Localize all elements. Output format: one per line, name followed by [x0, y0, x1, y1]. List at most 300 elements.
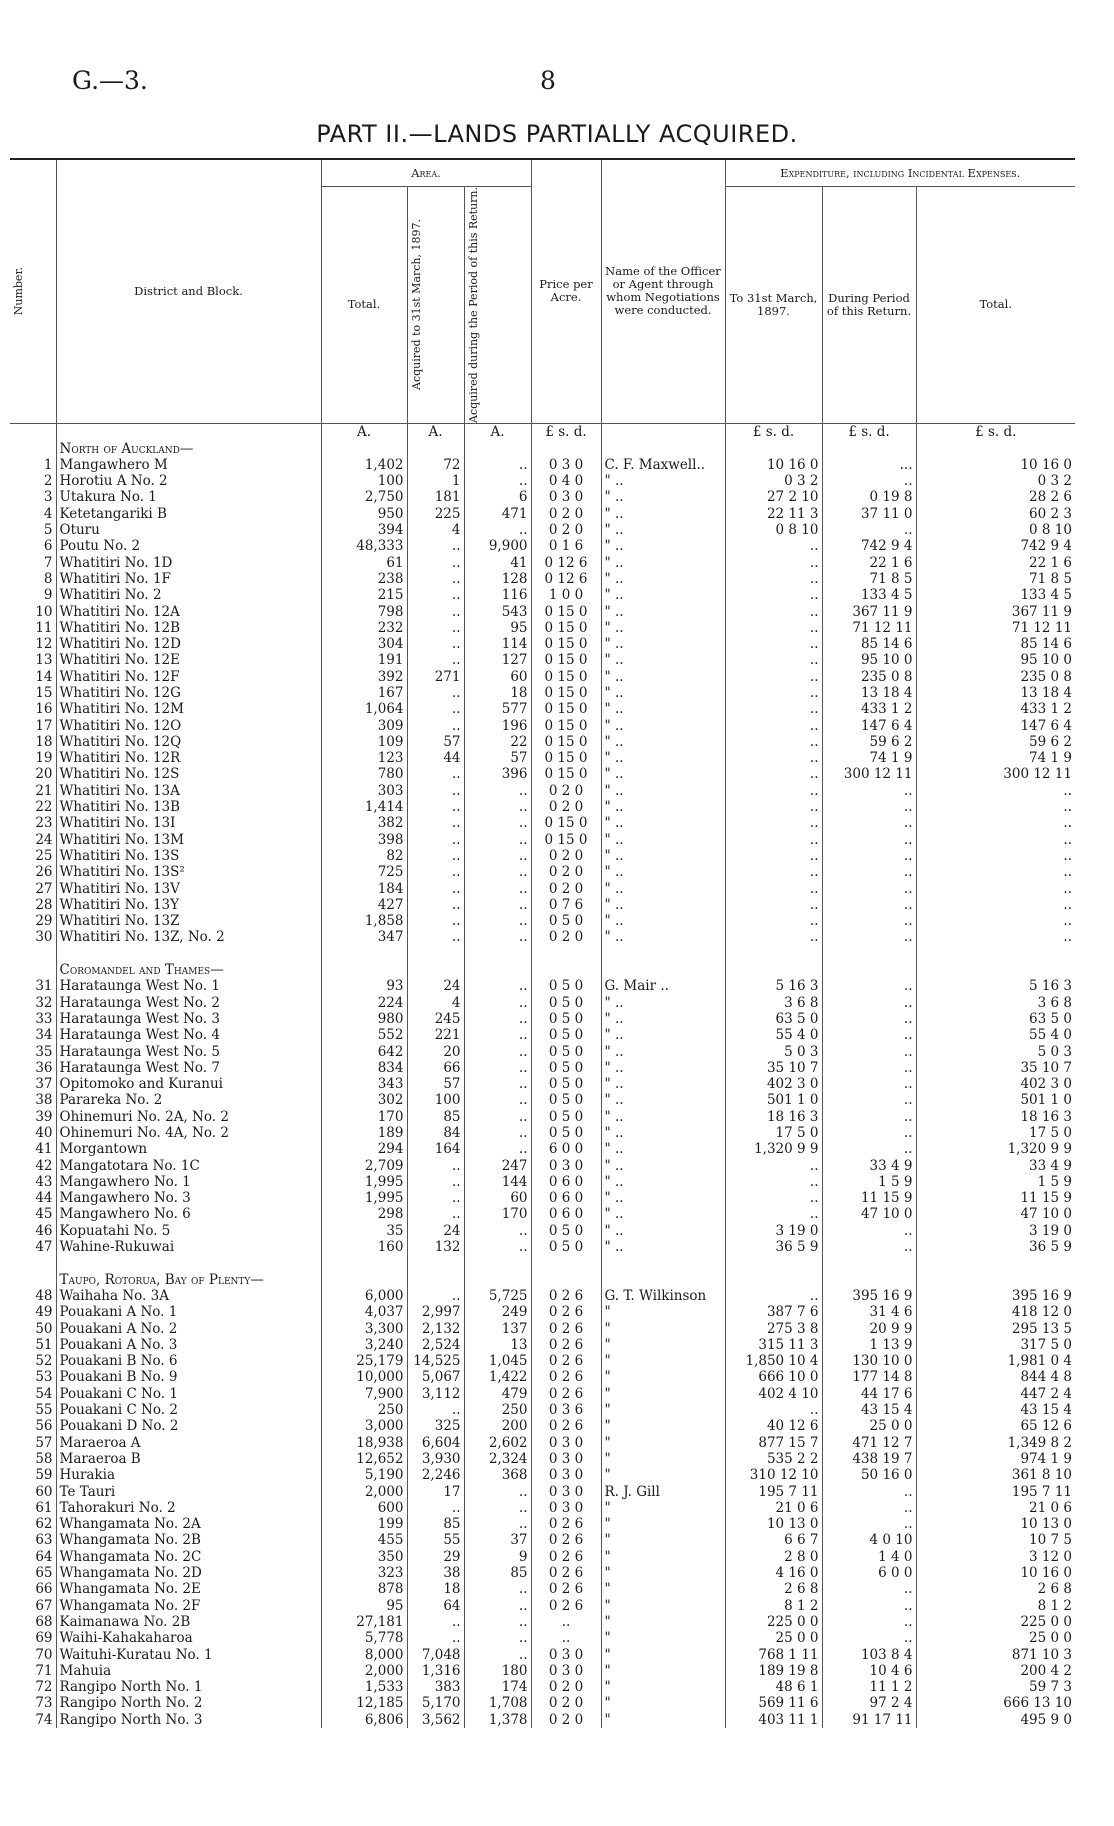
price-per-acre: 0 15 0	[531, 717, 601, 733]
block-name: Whatitiri No. 13Z	[56, 913, 321, 929]
area-total: 191	[321, 652, 407, 668]
officer-name: " ..	[601, 1027, 725, 1043]
expenditure-total: 71 8 5	[916, 571, 1075, 587]
table-row	[10, 1141, 1075, 1157]
area-acquired-1897: 245	[407, 1011, 464, 1027]
area-total: 82	[321, 848, 407, 864]
price-per-acre: 0 1 6	[531, 538, 601, 554]
row-number: 40	[35, 1125, 53, 1141]
price-per-acre: 0 2 6	[531, 1353, 601, 1369]
area-acquired-period: 6	[464, 489, 531, 505]
expenditure-1897: 2 6 8	[725, 1581, 822, 1597]
area-acquired-period: 180	[464, 1663, 531, 1679]
area-acquired-period: 22	[464, 734, 531, 750]
block-name: Harataunga West No. 7	[56, 1060, 321, 1076]
expenditure-1897: 195 7 11	[725, 1483, 822, 1499]
officer-name: "	[601, 1320, 725, 1336]
area-acquired-period: ..	[464, 897, 531, 913]
block-name: Harataunga West No. 4	[56, 1027, 321, 1043]
area-acquired-period: 471	[464, 505, 531, 521]
area-total: 4,037	[321, 1304, 407, 1320]
area-acquired-period: 2,602	[464, 1434, 531, 1450]
officer-name: " ..	[601, 750, 725, 766]
area-acquired-period: 127	[464, 652, 531, 668]
officer-name: " ..	[601, 1174, 725, 1190]
area-acquired-period: ..	[464, 994, 531, 1010]
area-acquired-1897: 57	[407, 1076, 464, 1092]
area-acquired-1897: 100	[407, 1092, 464, 1108]
expenditure-total: ..	[916, 848, 1075, 864]
row-number: 46	[35, 1222, 53, 1239]
expenditure-period: ..	[822, 1239, 916, 1255]
block-name: Ohinemuri No. 2A, No. 2	[56, 1108, 321, 1124]
block-name: Whatitiri No. 1D	[56, 554, 321, 570]
area-total: 5,190	[321, 1467, 407, 1483]
header-exp-period: During Period of this Return.	[822, 187, 916, 424]
block-name: Mangawhero No. 1	[56, 1174, 321, 1190]
row-number: 65	[35, 1565, 53, 1582]
block-name: Mahuia	[56, 1663, 321, 1679]
officer-name: " ..	[601, 897, 725, 913]
expenditure-total: 43 15 4	[916, 1402, 1075, 1418]
price-per-acre: 0 3 0	[531, 1434, 601, 1450]
area-total: 455	[321, 1532, 407, 1548]
area-acquired-1897: 271	[407, 668, 464, 684]
block-name: Rangipo North No. 1	[56, 1679, 321, 1695]
table-row	[10, 1548, 1075, 1564]
table-row	[10, 1630, 1075, 1646]
area-acquired-1897: ..	[407, 831, 464, 847]
expenditure-total: 28 2 6	[916, 489, 1075, 505]
row-number: 70	[35, 1646, 53, 1663]
row-number: 15	[35, 684, 53, 701]
row-number: 32	[35, 994, 53, 1011]
block-name: Whatitiri No. 12E	[56, 652, 321, 668]
price-per-acre: 0 2 6	[531, 1548, 601, 1564]
expenditure-period: ..	[822, 978, 916, 994]
block-name: Whatitiri No. 12S	[56, 766, 321, 782]
officer-name: " ..	[601, 1190, 725, 1206]
area-acquired-1897: 164	[407, 1141, 464, 1157]
officer-name: " ..	[601, 831, 725, 847]
expenditure-period: 11 15 9	[822, 1190, 916, 1206]
price-per-acre: 0 3 0	[531, 1663, 601, 1679]
row-number: 31	[35, 978, 53, 995]
area-acquired-period: 247	[464, 1157, 531, 1173]
row-number: 13	[35, 652, 53, 669]
expenditure-total: 85 14 6	[916, 636, 1075, 652]
row-number: 69	[35, 1630, 53, 1647]
table-row	[10, 1451, 1075, 1467]
table-row	[10, 750, 1075, 766]
price-per-acre: 0 5 0	[531, 1060, 601, 1076]
price-per-acre: 0 2 0	[531, 880, 601, 896]
row-number: 71	[35, 1662, 53, 1679]
block-name: Pouakani B No. 9	[56, 1369, 321, 1385]
row-number: 10	[35, 603, 53, 620]
expenditure-1897: ..	[725, 620, 822, 636]
area-acquired-1897: 4	[407, 994, 464, 1010]
area-total: 2,000	[321, 1663, 407, 1679]
area-acquired-period: ..	[464, 1630, 531, 1646]
officer-name: C. F. Maxwell..	[601, 457, 725, 473]
block-name: Harataunga West No. 5	[56, 1043, 321, 1059]
header-exp-total: Total.	[916, 187, 1075, 424]
table-row	[10, 522, 1075, 538]
expenditure-total: 974 1 9	[916, 1451, 1075, 1467]
expenditure-period: 133 4 5	[822, 587, 916, 603]
block-name: Whangamata No. 2A	[56, 1516, 321, 1532]
expenditure-period: 91 17 11	[822, 1711, 916, 1727]
officer-name: "	[601, 1630, 725, 1646]
area-acquired-1897: ..	[407, 620, 464, 636]
area-acquired-period: ..	[464, 1483, 531, 1499]
officer-name: "	[601, 1646, 725, 1662]
officer-name: " ..	[601, 571, 725, 587]
area-acquired-1897: 66	[407, 1060, 464, 1076]
expenditure-1897: 3 19 0	[725, 1222, 822, 1238]
area-acquired-1897: 14,525	[407, 1353, 464, 1369]
expenditure-1897: 48 6 1	[725, 1679, 822, 1695]
row-number: 25	[35, 847, 53, 864]
expenditure-1897: ..	[725, 766, 822, 782]
officer-name: " ..	[601, 929, 725, 945]
area-acquired-1897: 225	[407, 505, 464, 521]
expenditure-total: 666 13 10	[916, 1695, 1075, 1711]
block-name: Whatitiri No. 13S	[56, 848, 321, 864]
expenditure-total: 225 0 0	[916, 1614, 1075, 1630]
expenditure-total: 47 10 0	[916, 1206, 1075, 1222]
expenditure-period: 43 15 4	[822, 1402, 916, 1418]
unit-lsd: £ s. d.	[531, 423, 601, 440]
area-total: 7,900	[321, 1385, 407, 1401]
expenditure-total: 59 6 2	[916, 734, 1075, 750]
expenditure-total: 501 1 0	[916, 1092, 1075, 1108]
block-name: Whatitiri No. 13S²	[56, 864, 321, 880]
officer-name: " ..	[601, 1043, 725, 1059]
area-acquired-1897: 383	[407, 1679, 464, 1695]
expenditure-1897: ..	[725, 782, 822, 798]
area-acquired-period: ..	[464, 473, 531, 489]
expenditure-total: 18 16 3	[916, 1108, 1075, 1124]
expenditure-1897: 36 5 9	[725, 1239, 822, 1255]
block-name: Mangatotara No. 1C	[56, 1157, 321, 1173]
expenditure-1897: ..	[725, 1288, 822, 1304]
area-acquired-period: 368	[464, 1467, 531, 1483]
area-total: 1,402	[321, 457, 407, 473]
header-price: Price per Acre.	[531, 160, 601, 423]
expenditure-total: 361 8 10	[916, 1467, 1075, 1483]
expenditure-total: 59 7 3	[916, 1679, 1075, 1695]
area-total: 160	[321, 1239, 407, 1255]
block-name: Pouakani C No. 2	[56, 1402, 321, 1418]
price-per-acre: 0 12 6	[531, 554, 601, 570]
area-acquired-1897: 4	[407, 522, 464, 538]
area-acquired-period: 577	[464, 701, 531, 717]
expenditure-1897: 310 12 10	[725, 1467, 822, 1483]
expenditure-total: 55 4 0	[916, 1027, 1075, 1043]
row-number: 47	[35, 1239, 53, 1256]
expenditure-period: 0 19 8	[822, 489, 916, 505]
area-acquired-period: 9	[464, 1548, 531, 1564]
price-per-acre: 0 3 6	[531, 1402, 601, 1418]
area-acquired-1897: 3,930	[407, 1451, 464, 1467]
expenditure-period: 130 10 0	[822, 1353, 916, 1369]
expenditure-period: 10 4 6	[822, 1663, 916, 1679]
area-total: 3,300	[321, 1320, 407, 1336]
expenditure-1897: ..	[725, 848, 822, 864]
expenditure-total: 11 15 9	[916, 1190, 1075, 1206]
officer-name: " ..	[601, 1157, 725, 1173]
area-acquired-1897: 44	[407, 750, 464, 766]
expenditure-total: 10 13 0	[916, 1516, 1075, 1532]
expenditure-1897: ..	[725, 1402, 822, 1418]
table-row	[10, 1304, 1075, 1320]
unit-lsd: £ s. d.	[725, 423, 822, 440]
row-number: 3	[43, 489, 53, 506]
area-acquired-period: 2,324	[464, 1451, 531, 1467]
area-acquired-1897: ..	[407, 864, 464, 880]
document-reference: G.—3.	[72, 66, 148, 95]
block-name: Whatitiri No. 12O	[56, 717, 321, 733]
expenditure-1897: 8 1 2	[725, 1597, 822, 1613]
expenditure-period: 22 1 6	[822, 554, 916, 570]
row-number: 39	[35, 1108, 53, 1125]
officer-name: "	[601, 1565, 725, 1581]
officer-name: " ..	[601, 880, 725, 896]
area-acquired-1897: 7,048	[407, 1646, 464, 1662]
block-name: Maraeroa B	[56, 1451, 321, 1467]
price-per-acre: 0 2 6	[531, 1516, 601, 1532]
expenditure-1897: 4 16 0	[725, 1565, 822, 1581]
area-total: 109	[321, 734, 407, 750]
area-total: 12,652	[321, 1451, 407, 1467]
officer-name: "	[601, 1695, 725, 1711]
area-acquired-1897: 29	[407, 1548, 464, 1564]
area-acquired-1897: 6,604	[407, 1434, 464, 1450]
table-row	[10, 1011, 1075, 1027]
expenditure-1897: 1,320 9 9	[725, 1141, 822, 1157]
expenditure-period: 300 12 11	[822, 766, 916, 782]
table-row	[10, 603, 1075, 619]
area-acquired-period: 196	[464, 717, 531, 733]
expenditure-period: 71 8 5	[822, 571, 916, 587]
area-acquired-period: ..	[464, 913, 531, 929]
area-acquired-period: 57	[464, 750, 531, 766]
expenditure-period: 25 0 0	[822, 1418, 916, 1434]
expenditure-period: 97 2 4	[822, 1695, 916, 1711]
table-row	[10, 636, 1075, 652]
block-name: Mangawhero No. 6	[56, 1206, 321, 1222]
area-acquired-1897: 85	[407, 1516, 464, 1532]
expenditure-period: 433 1 2	[822, 701, 916, 717]
area-total: 170	[321, 1108, 407, 1124]
block-name: Whatitiri No. 12B	[56, 620, 321, 636]
area-total: 199	[321, 1516, 407, 1532]
table-row	[10, 1125, 1075, 1141]
area-total: 302	[321, 1092, 407, 1108]
expenditure-total: 33 4 9	[916, 1157, 1075, 1173]
area-total: 184	[321, 880, 407, 896]
officer-name: " ..	[601, 913, 725, 929]
row-number: 24	[35, 831, 53, 848]
expenditure-period: ..	[822, 1011, 916, 1027]
area-acquired-1897: ..	[407, 1174, 464, 1190]
price-per-acre: 0 3 0	[531, 1467, 601, 1483]
officer-name: "	[601, 1614, 725, 1630]
expenditure-total: ..	[916, 782, 1075, 798]
block-name: Pouakani A No. 3	[56, 1337, 321, 1353]
expenditure-period: 742 9 4	[822, 538, 916, 554]
expenditure-1897: 5 0 3	[725, 1043, 822, 1059]
unit-acres: A.	[407, 423, 464, 440]
block-name: Whatitiri No. 12M	[56, 701, 321, 717]
table-row	[10, 1076, 1075, 1092]
row-number: 64	[35, 1548, 53, 1565]
block-name: Morgantown	[56, 1141, 321, 1157]
expenditure-period: 438 19 7	[822, 1451, 916, 1467]
area-total: 2,709	[321, 1157, 407, 1173]
price-per-acre: 0 2 6	[531, 1385, 601, 1401]
table-row	[10, 1581, 1075, 1597]
area-acquired-period: ..	[464, 1076, 531, 1092]
area-total: 1,533	[321, 1679, 407, 1695]
area-acquired-1897: ..	[407, 766, 464, 782]
price-per-acre: 0 5 0	[531, 978, 601, 994]
area-acquired-period: ..	[464, 1597, 531, 1613]
area-total: 780	[321, 766, 407, 782]
area-acquired-1897: 38	[407, 1565, 464, 1581]
price-per-acre: 0 3 0	[531, 1500, 601, 1516]
block-name: Whatitiri No. 12Q	[56, 734, 321, 750]
block-name: Pouakani D No. 2	[56, 1418, 321, 1434]
table-row	[10, 1239, 1075, 1255]
expenditure-period: 50 16 0	[822, 1467, 916, 1483]
area-acquired-1897: 17	[407, 1483, 464, 1499]
expenditure-period: ..	[822, 815, 916, 831]
area-total: 167	[321, 685, 407, 701]
block-name: Whatitiri No. 13Z, No. 2	[56, 929, 321, 945]
officer-name: " ..	[601, 620, 725, 636]
row-number: 7	[43, 554, 53, 571]
table-row	[10, 1500, 1075, 1516]
area-total: 294	[321, 1141, 407, 1157]
area-total: 5,778	[321, 1630, 407, 1646]
area-acquired-1897: 18	[407, 1581, 464, 1597]
officer-name: " ..	[601, 815, 725, 831]
area-acquired-period: ..	[464, 848, 531, 864]
area-acquired-1897: 64	[407, 1597, 464, 1613]
block-name: Rangipo North No. 2	[56, 1695, 321, 1711]
expenditure-total: 1 5 9	[916, 1174, 1075, 1190]
area-acquired-1897: ..	[407, 897, 464, 913]
price-per-acre: 0 3 0	[531, 1483, 601, 1499]
officer-name: " ..	[601, 1108, 725, 1124]
row-number: 12	[35, 636, 53, 653]
area-acquired-period: 18	[464, 685, 531, 701]
officer-name: G. T. Wilkinson	[601, 1288, 725, 1304]
table-row	[10, 1353, 1075, 1369]
block-name: Whatitiri No. 2	[56, 587, 321, 603]
expenditure-1897: ..	[725, 750, 822, 766]
officer-name: " ..	[601, 1239, 725, 1255]
area-acquired-period: ..	[464, 1125, 531, 1141]
row-number: 66	[35, 1581, 53, 1598]
area-acquired-period: ..	[464, 831, 531, 847]
area-acquired-1897: 2,997	[407, 1304, 464, 1320]
row-number: 41	[35, 1141, 53, 1158]
area-acquired-1897: 2,524	[407, 1337, 464, 1353]
price-per-acre: 0 2 0	[531, 848, 601, 864]
officer-name: " ..	[601, 864, 725, 880]
area-acquired-period: ..	[464, 1581, 531, 1597]
expenditure-1897: 3 6 8	[725, 994, 822, 1010]
header-district: District and Block.	[56, 160, 321, 423]
price-per-acre: 0 2 0	[531, 782, 601, 798]
expenditure-total: 21 0 6	[916, 1500, 1075, 1516]
expenditure-total: 25 0 0	[916, 1630, 1075, 1646]
expenditure-1897: 387 7 6	[725, 1304, 822, 1320]
header-expenditure: Expenditure, including Incidental Expenses.	[725, 160, 1075, 187]
area-total: 18,938	[321, 1434, 407, 1450]
area-total: 215	[321, 587, 407, 603]
row-number: 50	[35, 1320, 53, 1337]
table-row	[10, 1402, 1075, 1418]
expenditure-1897: ..	[725, 554, 822, 570]
block-name: Oturu	[56, 522, 321, 538]
expenditure-total: ..	[916, 913, 1075, 929]
table-row	[10, 831, 1075, 847]
expenditure-total: 147 6 4	[916, 717, 1075, 733]
area-acquired-1897: 20	[407, 1043, 464, 1059]
area-acquired-period: 41	[464, 554, 531, 570]
expenditure-period: 13 18 4	[822, 685, 916, 701]
area-acquired-1897: 24	[407, 1222, 464, 1238]
area-acquired-period: ..	[464, 815, 531, 831]
expenditure-total: 65 12 6	[916, 1418, 1075, 1434]
block-name: Harataunga West No. 2	[56, 994, 321, 1010]
row-number: 35	[35, 1043, 53, 1060]
table-row	[10, 1663, 1075, 1679]
row-number: 33	[35, 1010, 53, 1027]
row-number: 1	[43, 456, 53, 473]
row-number: 34	[35, 1027, 53, 1044]
area-total: 6,806	[321, 1711, 407, 1727]
block-name: Whangamata No. 2E	[56, 1581, 321, 1597]
area-total: 323	[321, 1565, 407, 1581]
row-number: 8	[43, 570, 53, 587]
area-acquired-period: ..	[464, 1239, 531, 1255]
area-acquired-1897: ..	[407, 587, 464, 603]
officer-name: " ..	[601, 505, 725, 521]
expenditure-period: 177 14 8	[822, 1369, 916, 1385]
row-number: 9	[43, 587, 53, 604]
expenditure-total: 60 2 3	[916, 505, 1075, 521]
area-acquired-1897: 3,562	[407, 1711, 464, 1727]
officer-name: "	[601, 1451, 725, 1467]
table-row	[10, 1418, 1075, 1434]
header-number: Number.	[10, 160, 56, 423]
row-number: 18	[35, 733, 53, 750]
table-row	[10, 815, 1075, 831]
officer-name: " ..	[601, 701, 725, 717]
officer-name: "	[601, 1337, 725, 1353]
area-total: 238	[321, 571, 407, 587]
price-per-acre: 0 3 0	[531, 1646, 601, 1662]
area-total: 798	[321, 603, 407, 619]
area-total: 980	[321, 1011, 407, 1027]
block-name: Waihaha No. 3A	[56, 1288, 321, 1304]
